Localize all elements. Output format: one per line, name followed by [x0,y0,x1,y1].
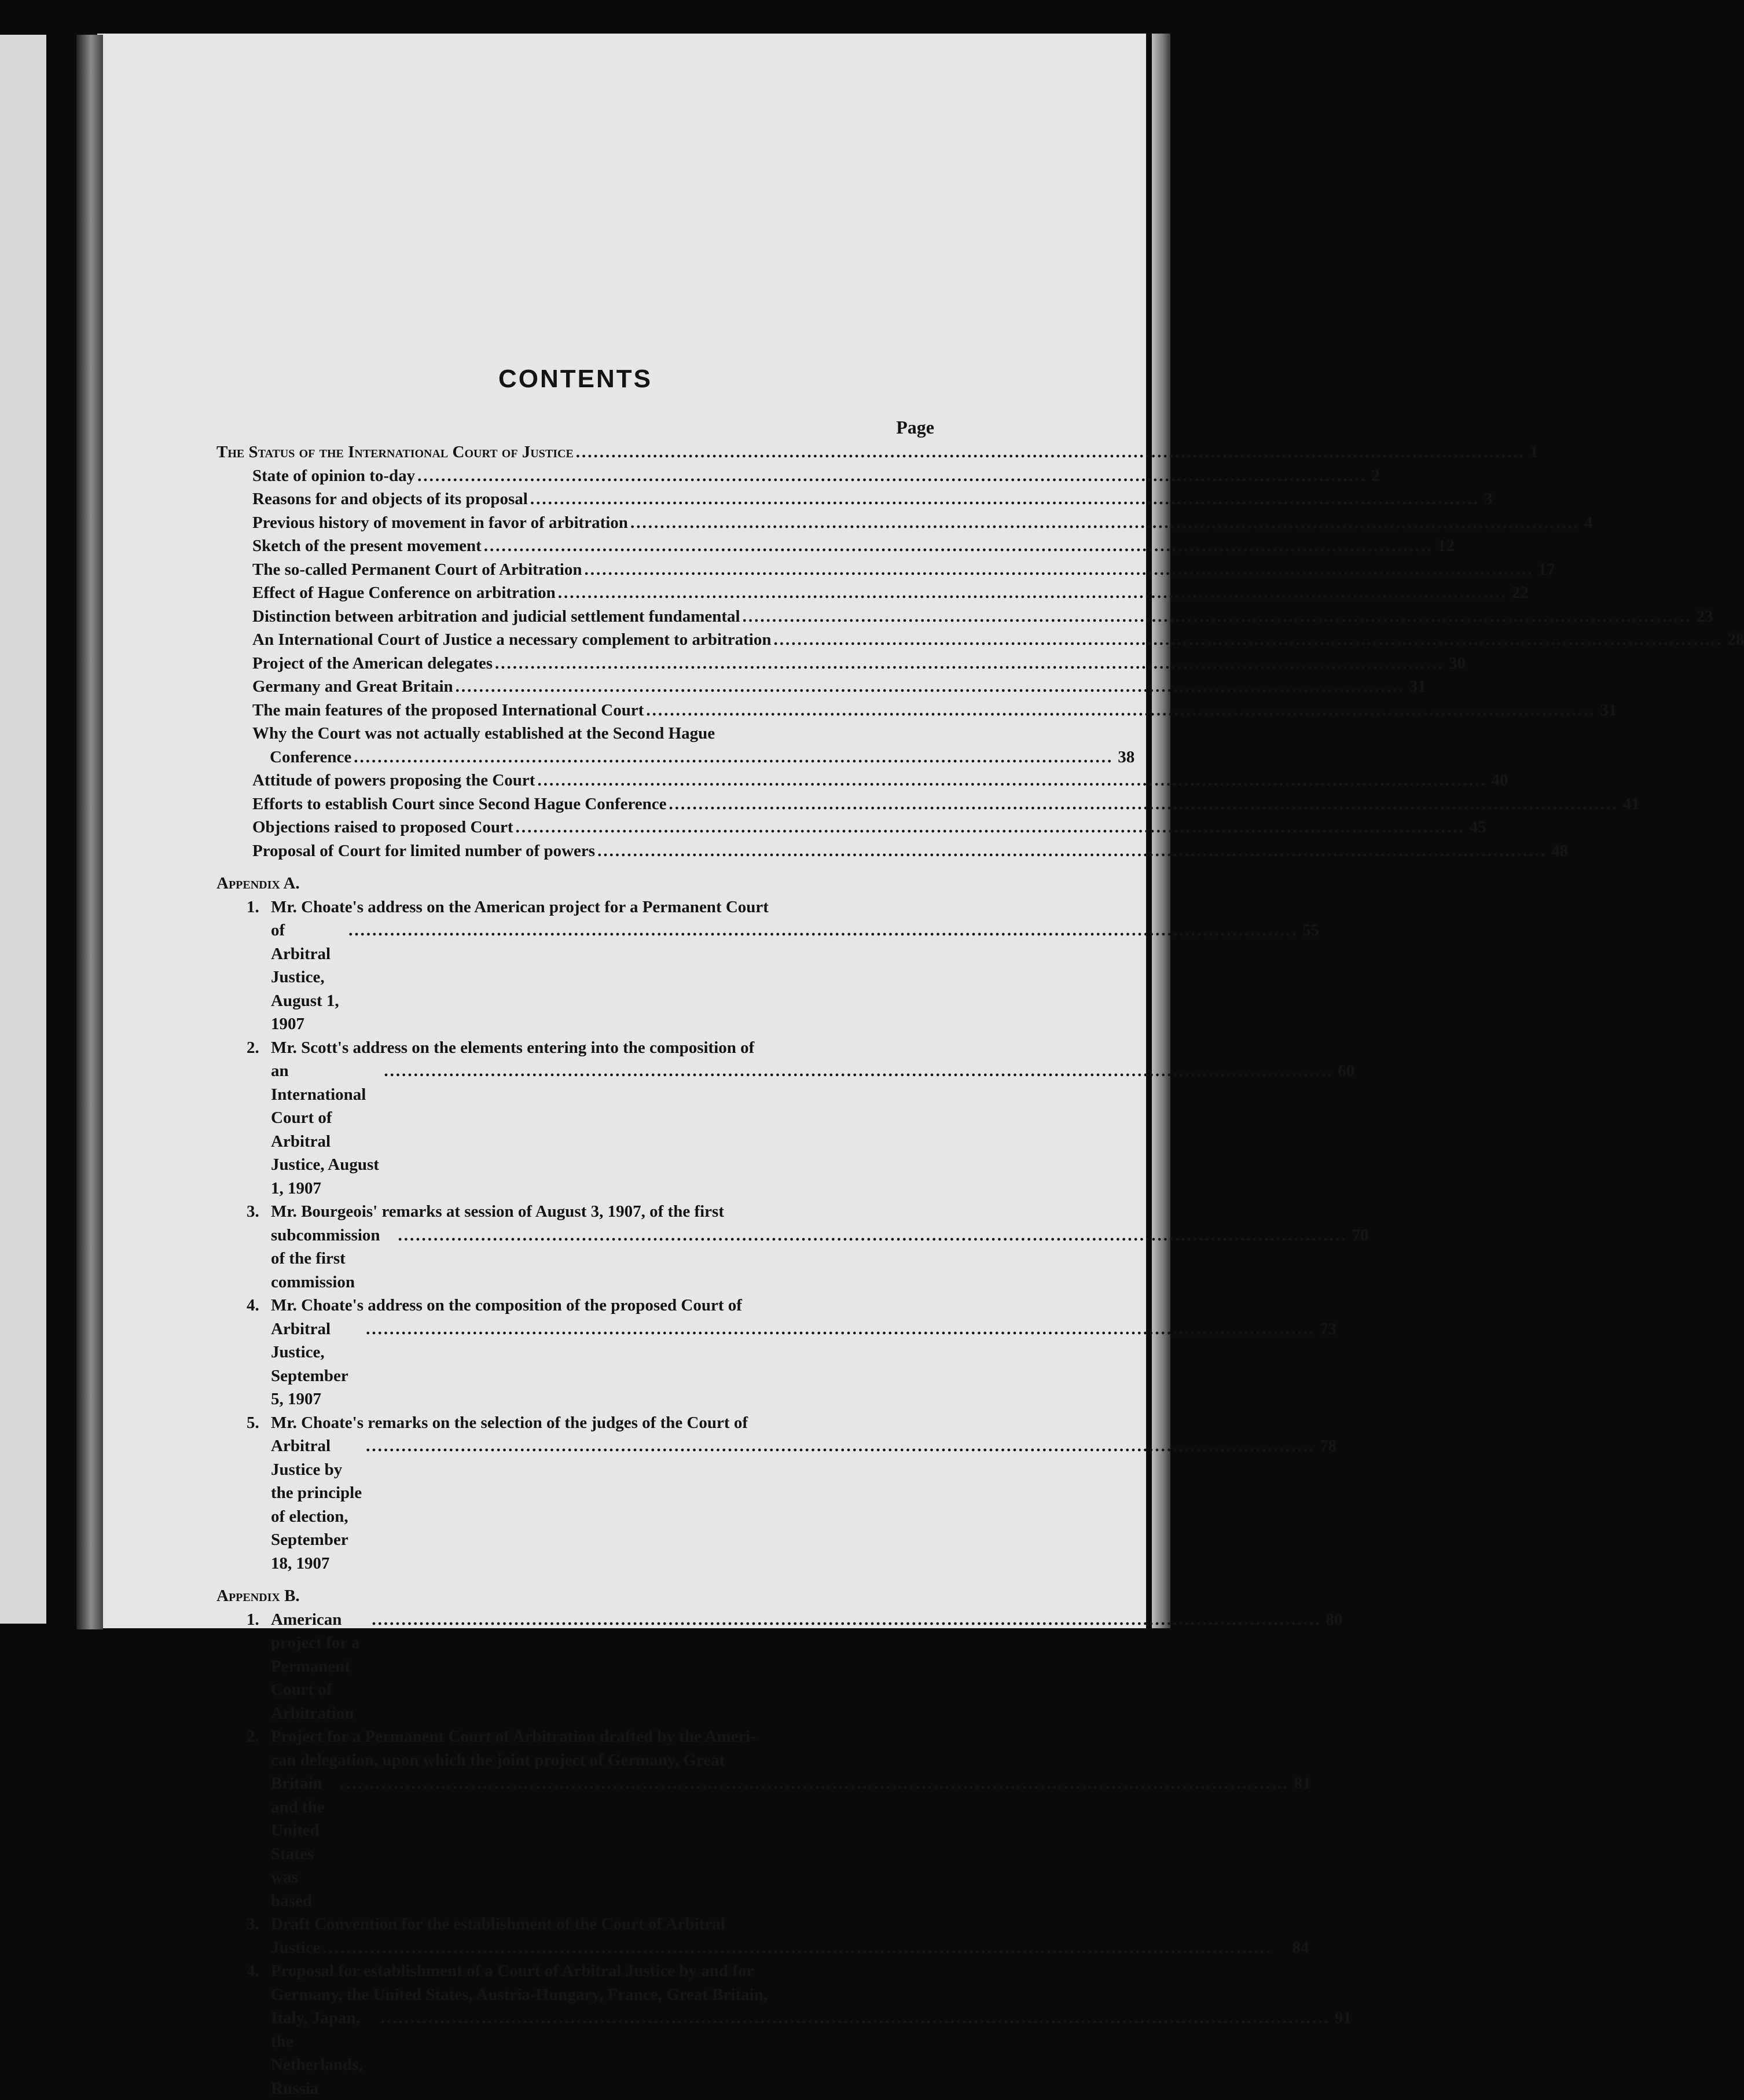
toc-entry [216,652,1466,675]
leader-dots [340,1772,1290,1796]
leader-dots [398,1224,1348,1247]
toc-page-number: 55 [1302,921,1320,939]
toc-entry-text: Efforts to establish Court since Second Hague Conference [252,794,667,813]
leader-dots [537,769,1486,792]
item-line: American project for a Permanent Court of Arbitration [271,1610,360,1723]
toc-page-number: 41 [1622,794,1640,813]
toc-page-number: 31 [1600,700,1617,719]
item-line: Mr. Bourgeois' remarks at session of August 3, 1907, of the first [271,1202,724,1221]
appendix-a-item [216,1294,1337,1411]
toc-page-number: 12 [1437,537,1455,555]
leader-dots [558,581,1507,605]
toc-entry [216,792,1640,816]
toc-entry [216,534,1455,558]
toc-entry [216,839,1569,863]
toc-entry-line: Why the Court was not actually established at the Second Hague [252,724,715,743]
leader-dots [384,1059,1333,1083]
item-number: 1. [247,897,259,916]
toc-entry [216,558,1555,582]
item-line: Proposal for establishment of a Court of Arbitral Justice by and for [271,1962,754,1980]
toc-page-number: 40 [1491,771,1508,790]
leader-dots [773,628,1723,652]
toc-entry [216,816,1486,839]
leader-dots [484,534,1433,558]
toc-entry [216,628,1744,652]
toc-entry-text: An International Court of Justice a necessary complement to arbitration [252,630,772,649]
item-line: Mr. Choate's address on the American project for a Permanent Court [271,897,769,916]
toc-entry [216,581,1529,605]
toc-page-number: 73 [1320,1319,1337,1338]
item-line: Justice [271,1938,321,1957]
leader-dots [630,511,1580,535]
toc-entry-text: Objections raised to proposed Court [252,818,513,836]
item-line: Arbitral Justice, September 5, 1907 [271,1319,348,1408]
toc-entry-text: Project of the American delegates [252,654,493,673]
item-line: Britain and the United States was based [271,1774,325,1910]
book-spine-shadow [76,35,103,1629]
toc-page-number: 28 [1727,630,1744,649]
toc-entry-text: The main features of the proposed International Court [252,700,644,719]
toc-main-heading [216,440,1539,464]
toc-entry-text: The so-called Permanent Court of Arbitration [252,560,582,579]
item-number: 4. [247,1962,259,1980]
page-column-label: Page [896,417,934,438]
appendix-b-item [216,1959,1352,2100]
item-line: subcommission of the first commission [271,1225,380,1291]
toc-page-number: 31 [1409,677,1426,696]
leader-dots [669,792,1618,816]
toc-page-number: 17 [1538,560,1555,579]
toc-page-number: 3 [1484,490,1493,508]
item-line: Mr. Scott's address on the elements entering into the composition of [271,1038,755,1057]
adjacent-page-edge [0,35,46,1624]
page-title: CONTENTS [498,365,652,393]
toc-entry-text: Attitude of powers proposing the Court [252,771,535,790]
toc-page-number: 81 [1294,1774,1311,1793]
appendix-a-item [216,1411,1337,1576]
toc-entry [216,605,1713,629]
leader-dots [576,440,1525,464]
item-line: Project for a Permanent Court of Arbitration drafted by the Ameri- [271,1727,757,1746]
toc-entry [216,699,1617,722]
item-line: Mr. Choate's remarks on the selection of the judges of the Court of [271,1413,748,1432]
toc-page-number: 91 [1334,2009,1352,2027]
toc-heading-text: The Status of the International Court of Justice [216,443,574,461]
item-number: 2. [247,1727,259,1746]
leader-dots [322,1936,1272,1960]
item-line: of Arbitral Justice, August 1, 1907 [271,921,339,1033]
toc-entry-text: Proposal of Court for limited number of powers [252,841,596,860]
leader-dots [348,919,1298,942]
appendix-a-item [216,1200,1369,1294]
leader-dots [530,487,1479,511]
leader-dots [456,675,1405,699]
item-number: 5. [247,1413,259,1432]
item-line: can delegation, upon which the joint project of Germany, Great [271,1750,725,1769]
item-line: Mr. Choate's address on the composition of the proposed Court of [271,1296,742,1315]
toc-entry-text: Effect of Hague Conference on arbitration [252,583,556,602]
toc-entry-text: State of opinion to-day [252,466,416,485]
toc-entry [216,675,1426,699]
toc-page-number: 78 [1320,1437,1337,1455]
toc-entry-text: Germany and Great Britain [252,677,453,696]
toc-page-number: 48 [1551,841,1569,860]
toc-entry-text: Distinction between arbitration and judicial settlement fundamental [252,607,740,626]
toc-page-number: 22 [1511,583,1529,602]
item-number: 3. [247,1915,259,1933]
leader-dots [743,605,1692,629]
toc-entry-line: Conference [270,747,352,766]
table-of-contents [216,365,1744,2100]
appendix-a-item [216,895,1320,1036]
leader-dots [495,652,1444,675]
item-number: 2. [247,1038,259,1057]
appendix-b-heading: Appendix B. [216,1587,300,1605]
toc-page-number: 30 [1448,654,1466,673]
appendix-b-item [216,1912,1309,1959]
toc-page-number: 45 [1469,818,1486,836]
appendix-b-item [216,1608,1343,1725]
item-number: 3. [247,1202,259,1221]
toc-entry [216,487,1493,511]
item-number: 4. [247,1296,259,1315]
leader-dots [584,558,1533,582]
appendix-b-item [216,1725,1311,1912]
toc-page-number: 1 [1529,443,1539,461]
leader-dots [597,839,1547,863]
toc-entry [216,464,1380,488]
item-number: 1. [247,1610,259,1629]
toc-page-number: 84 [1292,1938,1309,1957]
item-line: Arbitral Justice by the principle of election, September 18, 1907 [271,1437,362,1573]
appendix-a-heading: Appendix A. [216,874,300,893]
toc-entry [216,769,1508,792]
toc-entry-text: Previous history of movement in favor of arbitration [252,513,628,532]
toc-page-number: 4 [1584,513,1593,532]
item-line: an International Court of Arbitral Justice, August 1, 1907 [271,1062,379,1198]
toc-page-number: 70 [1352,1225,1369,1244]
toc-page-number: 23 [1696,607,1713,626]
leader-dots [372,1608,1321,1632]
toc-page-number: 80 [1326,1610,1343,1629]
leader-dots [646,699,1595,722]
item-line: Draft Convention for the establishment of the Court of Arbitral [271,1915,725,1933]
leader-dots [516,816,1465,839]
leader-dots [381,2006,1330,2030]
leader-dots: ................................................................................................................................ [354,747,1114,766]
toc-entry-multiline [216,722,1135,769]
toc-page-number: 2 [1371,466,1380,485]
leader-dots [366,1434,1315,1458]
leader-dots [417,464,1367,488]
item-line: Germany, the United States, Austria-Hungary, France, Great Britain, [271,1985,768,2004]
toc-entry [216,511,1593,535]
leader-dots [366,1317,1315,1341]
appendix-a-item [216,1036,1355,1200]
toc-page-number: 60 [1338,1062,1355,1080]
toc-entry-text: Sketch of the present movement [252,537,482,555]
item-line: Italy, Japan, the Netherlands, Russia [271,2009,363,2098]
toc-entry-text: Reasons for and objects of its proposal [252,490,528,508]
toc-page-number: 38 [1118,747,1135,766]
